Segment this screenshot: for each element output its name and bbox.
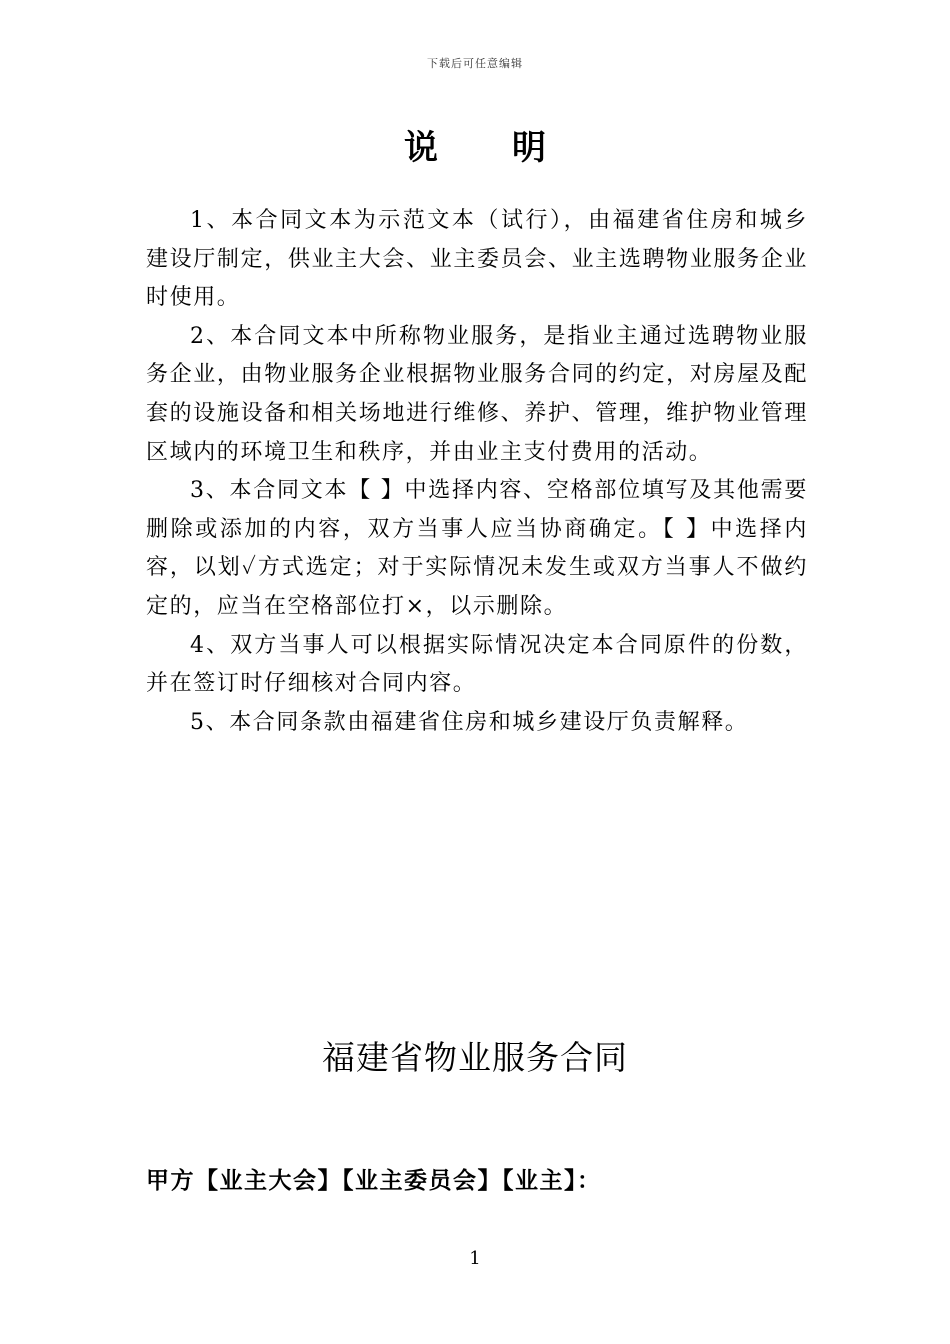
- page-number: 1: [469, 1248, 481, 1269]
- explanation-item-5: 5、本合同条款由福建省住房和城乡建设厅负责解释。: [190, 709, 749, 735]
- explanation-body: [146, 202, 808, 742]
- party-a-line: 甲方【业主大会】【业主委员会】【业主】：: [146, 1167, 602, 1194]
- explanation-item-4: 4、双方当事人可以根据实际情况决定本合同原件的份数，并在签订时仔细核对合同内容。: [146, 632, 808, 697]
- explanation-item-1: 1、本合同文本为示范文本（试行），由福建省住房和城乡建设厅制定，供业主大会、业主委员会、业主选聘物业服务企业时使用。: [146, 208, 808, 311]
- explanation-title: 说明: [404, 128, 620, 168]
- contract-title: 福建省物业服务合同: [322, 1038, 628, 1077]
- explanation-item-2: 2、本合同文本中所称物业服务，是指业主通过选聘物业服务企业，由物业服务企业根据物业服务合同的约定，对房屋及配套的设施设备和相关场地进行维修、养护、管理，维护物业管理区域内的环境卫生和秩序，并由业主支付费用的活动。: [146, 323, 808, 465]
- header-note: 下载后可任意编辑: [427, 57, 523, 70]
- explanation-item-3: 3、本合同文本【 】中选择内容、空格部位填写及其他需要删除或添加的内容，双方当事人应当协商确定。【 】中选择内容，以划✓方式选定；对于实际情况未发生或双方当事人不做约定的，应当在空格部位打×，以示删除。: [146, 478, 808, 619]
